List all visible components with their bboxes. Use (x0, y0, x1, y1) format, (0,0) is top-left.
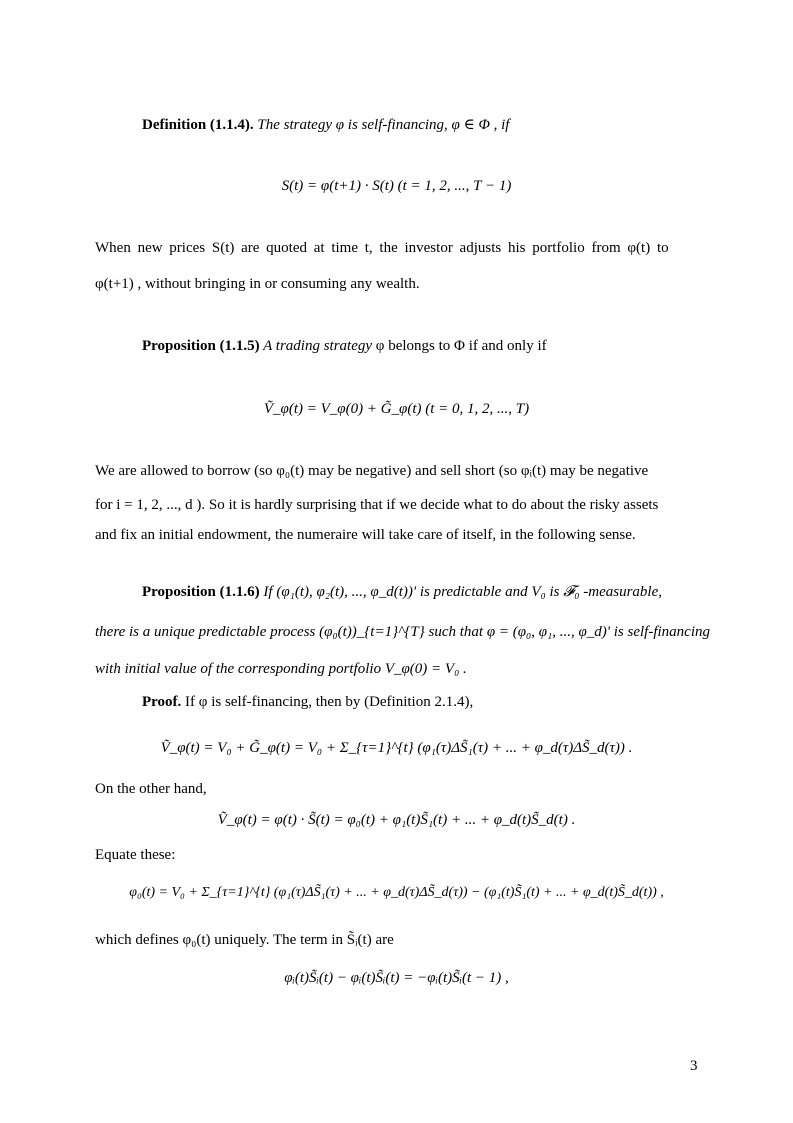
definition-label: Definition (1.1.4). (142, 117, 254, 133)
equation-6: φᵢ(t)S̃ᵢ(t) − φᵢ(t)S̃ᵢ(t) = −φᵢ(t)S̃ᵢ(t − 1) , (284, 970, 509, 986)
equation-1: S(t) = φ(t+1) · S(t) (t = 1, 2, ..., T − 1) (281, 178, 512, 194)
equation-5: φ₀(t) = V₀ + Σ_{τ=1}^{t} (φ₁(τ)ΔS̃₁(τ) + ... + φ_d(τ)ΔS̃_d(τ)) − (φ₁(t)S̃₁(t) + ... + φ_d(t)S̃_d(t)) , (129, 885, 664, 900)
paragraph-2-line-1: We are allowed to borrow (so φ₀(t) may be negative) and sell short (so φᵢ(t) may be negative (95, 463, 649, 479)
equation-4: Ṽ_φ(t) = φ(t) · S̃(t) = φ₀(t) + φ₁(t)S̃₁(t) + ... + φ_d(t)S̃_d(t) . (217, 812, 576, 828)
proposition-1-1-6-line-3: with initial value of the corresponding portfolio V_φ(0) = V₀ . (95, 661, 467, 677)
proposition-1-1-6-label: Proposition (1.1.6) (142, 584, 260, 600)
definition-text: The strategy φ is self-financing, φ ∈ Φ , if (253, 117, 510, 133)
paragraph-5: which defines φ₀(t) uniquely. The term in S̃ᵢ(t) are (95, 932, 394, 948)
proposition-1-1-5-label: Proposition (1.1.5) (142, 338, 260, 354)
paragraph-2-line-3: and fix an initial endowment, the numeraire will take care of itself, in the following sense. (95, 527, 636, 543)
proposition-1-1-6-line-1 (142, 582, 662, 602)
equation-2: Ṽ_φ(t) = V_φ(0) + G̃_φ(t) (t = 0, 1, 2, ..., T) (263, 401, 530, 417)
proposition-1-1-5-text-a: A trading strategy (259, 338, 376, 354)
paragraph-4: Equate these: (95, 847, 176, 863)
paragraph-1-line-2: φ(t+1) , without bringing in or consuming any wealth. (95, 276, 420, 292)
proposition-1-1-5 (142, 336, 547, 356)
proposition-1-1-5-text-b: φ belongs to Φ if and only if (375, 338, 547, 354)
proposition-1-1-6-line-2: there is a unique predictable process (φ₀(t))_{t=1}^{T} such that φ = (φ₀, φ₁, ..., φ_d)' is self-financing (95, 624, 710, 640)
page-number: 3 (690, 1058, 698, 1074)
paragraph-2-line-2: for i = 1, 2, ..., d ). So it is hardly surprising that if we decide what to do about the risky assets (95, 497, 659, 513)
proof-text: If φ is self-financing, then by (Definition 2.1.4), (181, 694, 474, 710)
proof-line (142, 692, 473, 712)
equation-3: Ṽ_φ(t) = V₀ + G̃_φ(t) = V₀ + Σ_{τ=1}^{t} (φ₁(τ)ΔS̃₁(τ) + ... + φ_d(τ)ΔS̃_d(τ)) . (160, 740, 633, 756)
paragraph-3: On the other hand, (95, 781, 207, 797)
definition-1-1-4 (142, 115, 509, 135)
proposition-1-1-6-text-1: If (φ₁(t), φ₂(t), ..., φ_d(t))' is predictable and V₀ is 𝓕₀ -measurable, (259, 584, 662, 600)
paragraph-1-line-1: When new prices S(t) are quoted at time t, the investor adjusts his portfolio from φ(t) to (95, 240, 669, 256)
proof-label: Proof. (142, 694, 182, 710)
